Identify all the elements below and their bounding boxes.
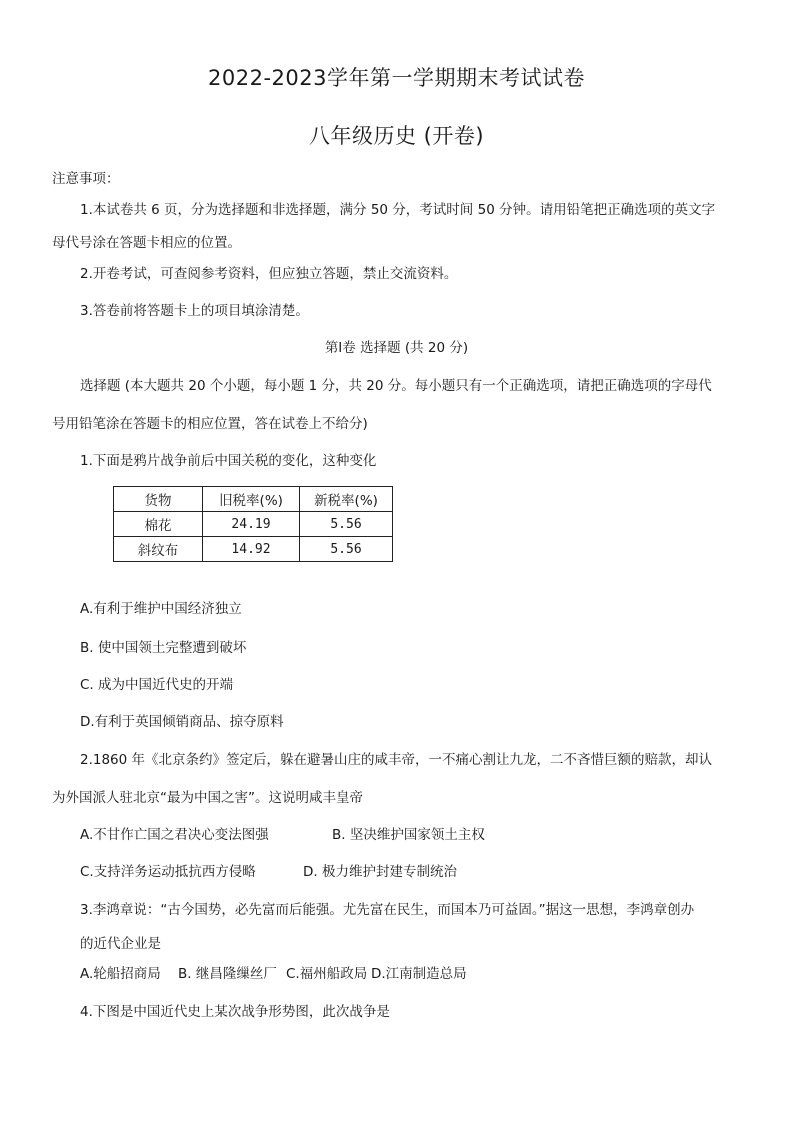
q3-option-c: C.福州船政局: [286, 966, 368, 982]
table-header-cell: 新税率(%): [300, 487, 393, 512]
note-2: 2.开卷考试，可查阅参考资料，但应独立答题，禁止交流资料。: [80, 266, 458, 282]
section-heading: 第Ⅰ卷 选择题 (共 20 分): [324, 340, 469, 356]
section-intro-line-2: 号用铅笔涂在答题卡的相应位置，答在试卷上不给分): [52, 416, 368, 432]
q3-option-d: D.江南制造总局: [371, 966, 467, 982]
note-1-line-1: 1.本试卷共 6 页，分为选择题和非选择题，满分 50 分，考试时间 50 分钟。请用铅笔把正确选项的英文字: [80, 202, 716, 218]
q3-option-b: B. 继昌隆缫丝厂: [178, 966, 277, 982]
q2-option-b: B. 坚决维护国家领土主权: [332, 827, 485, 843]
q1-option-c: C. 成为中国近代史的开端: [80, 677, 234, 693]
q4-stem: 4.下图是中国近代史上某次战争形势图，此次战争是: [80, 1004, 390, 1020]
table-row: [114, 537, 393, 562]
table-header-cell: 旧税率(%): [203, 487, 300, 512]
q1-option-b: B. 使中国领土完整遭到破坏: [80, 640, 247, 656]
table-cell: 14.92: [203, 537, 300, 562]
section-intro-line-1: 选择题 (本大题共 20 个小题，每小题 1 分，共 20 分。每小题只有一个正确选项，请把正确选项的字母代: [80, 378, 712, 394]
table-cell: 5.56: [300, 512, 393, 537]
tariff-table: [113, 486, 393, 562]
q2-stem-line-2: 为外国派人驻北京“最为中国之害”。这说明咸丰皇帝: [52, 790, 363, 806]
table-cell: 斜纹布: [114, 537, 203, 562]
note-3: 3.答卷前将答题卡上的项目填涂清楚。: [80, 303, 309, 319]
table-cell: 棉花: [114, 512, 203, 537]
table-row: [114, 512, 393, 537]
table-header-row: [114, 487, 393, 512]
q2-option-c: C.支持洋务运动抵抗西方侵略: [80, 864, 256, 880]
q2-option-a: A.不甘作亡国之君决心变法图强: [80, 827, 269, 843]
q3-option-a: A.轮船招商局: [80, 966, 161, 982]
q3-stem-line-1: 3.李鸿章说：“古今国势，必先富而后能强。尤先富在民生，而国本乃可益固。”据这一思想，李鸿章创办: [80, 902, 695, 918]
table-header-cell: 货物: [114, 487, 203, 512]
q2-stem-line-1: 2.1860 年《北京条约》签定后，躲在避暑山庄的咸丰帝，一不痛心割让九龙，二不吝惜巨额的赔款，却认: [80, 752, 713, 768]
exam-title: 2022-2023学年第一学期期末考试试卷: [208, 66, 585, 90]
q1-option-a: A.有利于维护中国经济独立: [80, 601, 242, 617]
exam-subtitle: 八年级历史 (开卷): [308, 124, 485, 148]
q3-stem-line-2: 的近代企业是: [80, 936, 161, 952]
q1-stem: 1.下面是鸦片战争前后中国关税的变化，这种变化: [80, 453, 377, 469]
q1-option-d: D.有利于英国倾销商品、掠夺原料: [80, 714, 284, 730]
note-1-line-2: 母代号涂在答题卡相应的位置。: [52, 235, 241, 251]
notes-heading: 注意事项：: [52, 171, 120, 187]
table-cell: 5.56: [300, 537, 393, 562]
q2-option-d: D. 极力维护封建专制统治: [303, 864, 457, 880]
table-cell: 24.19: [203, 512, 300, 537]
